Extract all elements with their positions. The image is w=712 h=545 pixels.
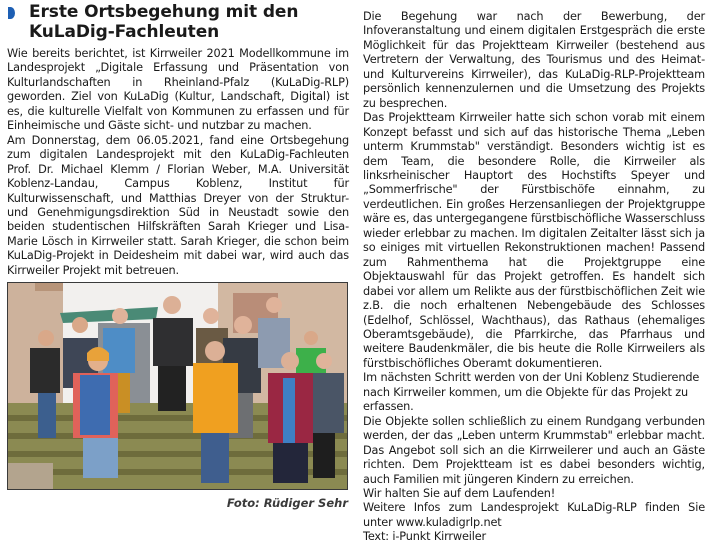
paragraph: Die Begehung war nach der Bewerbung, der Infoveranstaltung und einem digitalen Erstgespräch die erste Möglichkeit für das Projektteam Kirrweiler (bestehend aus Vertretern der Verwaltung, des Tourismus und des Heimat- und Kulturvereins Kirrweiler), das KuLaDig-RLP-Projektteam persönlich kennenzulernen und die Umsetzung des Projekts zu besprechen. — [363, 10, 705, 110]
paragraph: Wir halten Sie auf dem Laufenden! — [363, 486, 556, 500]
photo-caption: Foto: Rüdiger Sehr — [226, 496, 348, 510]
author-credit: Text: i-Punkt Kirrweiler — [363, 530, 487, 544]
headline-marker-icon — [8, 7, 15, 19]
paragraph: Weitere Infos zum Landesprojekt KuLaDig-RLP finden Sie unter www.kuladigrlp.net — [363, 501, 705, 529]
paragraph: Wie bereits berichtet, ist Kirrweiler 2021 Modellkommune im Landesprojekt „Digitale Erfassung und Präsentation von Kulturlandschaften in Rheinland-Pfalz (KuLaDig-RLP) geworden. Ziel von KuLaDig (Kultur, Landschaft, Digital) ist es, die kulturelle Vielfalt von Kommunen zu erfassen und für Einheimische und Gäste sicht- und nutzbar zu machen. — [7, 47, 349, 133]
paragraph: Im nächsten Schritt werden von der Uni Koblenz Studierende nach Kirrweiler kommen, um die Objekte für das Projekt zu erfassen. — [363, 371, 700, 414]
group-photo — [7, 282, 348, 490]
paragraph: Am Donnerstag, dem 06.05.2021, fand eine Ortsbegehung zum digitalen Landesprojekt mit den KuLaDig-Fachleuten Prof. Dr. Michael Klemm / Florian Weber, M.A. Universität Koblenz-Landau, Campus Koblenz, Institut für Kulturwissenschaft, und Matthias Dreyer von der Struktur- und Genehmigungsdirektion Süd in Neustadt sowie den beiden studentischen Hilfskräften Sarah Krieger und Lisa-Marie Lösch in Kirrweiler statt. Sarah Krieger, die schon beim KuLaDig-Projekt in Deidesheim mit dabei war, wird auch das Kirrweiler Projekt mit betreuen. — [7, 133, 349, 277]
left-column — [7, 0, 349, 278]
article-headline — [7, 0, 349, 42]
paragraph: Die Objekte sollen schließlich zu einem Rundgang verbunden werden, der das „Leben unterm Krummstab" erlebbar macht. Das Angebot soll sich an die Kirrweilerer und auch an Gäste richten. Dem Projektteam ist es dabei besonders wichtig, auch Familien mit jüngeren Kindern zu erreichen. — [363, 414, 705, 486]
group-photo-image — [8, 283, 348, 490]
headline-text: Erste Ortsbegehung mit den KuLaDig-Fachleuten — [29, 2, 299, 42]
right-column — [363, 10, 705, 545]
paragraph: Das Projektteam Kirrweiler hatte sich schon vorab mit einem Konzept befasst und sich auf das historische Thema „Leben unterm Krummstab" verständigt. Besonders wichtig ist es dem Team, die besondere Rolle, die Kirrweiler als linksrheinischer Hauptort des Hochstifts Speyer und „Sommerfrische" der Fürstbischöfe einnahm, zu verdeutlichen. Ein großes Herzensanliegen der Projektgruppe wäre es, das untergegangene fürstbischöfliche Wasserschluss wieder erlebbar zu machen. Im digitalen Zeitalter lässt sich ja so einiges mit virtuellen Rekonstruktionen machen! Passend zum Rahmenthema hat die Projektgruppe eine Objektauswahl für das Projekt getroffen. Es handelt sich dabei vor allem um Relikte aus der fürstbischöflichen Zeit wie z.B. die noch erhaltenen Nebengebäude des Schlosses (Edelhof, Schlössel, Wachthaus), das Rathaus (ehemaliges Oberamtsgebäude), die Pfarrkirche, das Pfarrhaus und weitere Baudenkmäler, die bis heute die Rolle Kirrweilers als fürstbischöfliches Oberamt dokumentieren. — [363, 111, 705, 370]
